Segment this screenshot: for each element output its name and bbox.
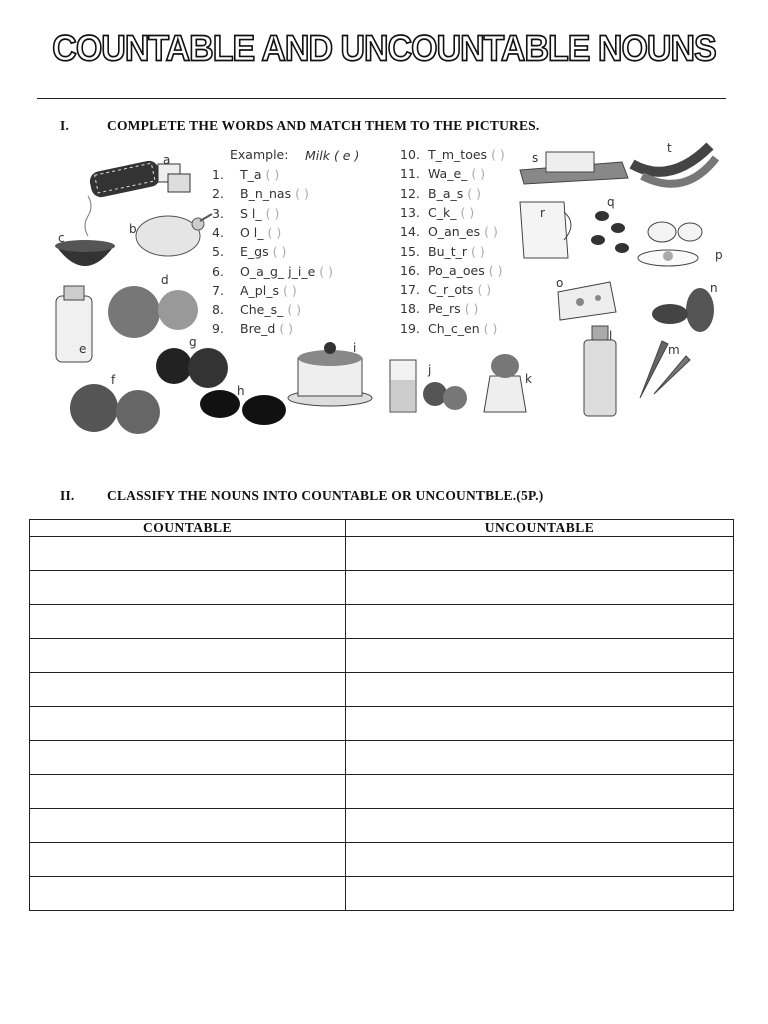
answer-slot[interactable]: ( ): [279, 321, 294, 337]
section-1-text: COMPLETE THE WORDS AND MATCH THEM TO THE PICTURES.: [107, 118, 540, 133]
pic-label-d: d: [161, 273, 169, 287]
word-item: [400, 321, 497, 336]
word-item: [212, 167, 279, 182]
word-number: 1.: [212, 167, 224, 182]
section-2-text: CLASSIFY THE NOUNS INTO COUNTABLE OR UNCOUNTBLE.(5P.): [107, 488, 544, 503]
pic-label-o: o: [556, 276, 564, 290]
word-blank[interactable]: Po_a_oes: [428, 262, 485, 278]
word-blank[interactable]: O_an_es: [428, 224, 481, 240]
word-item: [400, 147, 505, 162]
uncountable-cell[interactable]: [346, 877, 734, 911]
countable-header: COUNTABLE: [30, 520, 346, 537]
pic-label-r: r: [540, 206, 545, 220]
word-item: [400, 224, 498, 239]
apples-illustration: [70, 384, 160, 434]
pic-label-h: h: [237, 384, 245, 398]
word-item: [212, 264, 333, 279]
word-blank[interactable]: O_a_g_ j_i_e: [240, 263, 316, 279]
countable-cell[interactable]: [30, 775, 346, 809]
word-number: 9.: [212, 321, 224, 337]
answer-slot[interactable]: ( ): [267, 224, 282, 240]
milk-bottle-illustration: [56, 286, 92, 362]
answer-slot[interactable]: ( ): [484, 224, 498, 240]
pic-label-b: b: [129, 222, 137, 236]
countable-cell[interactable]: [30, 673, 346, 707]
word-number: 11.: [400, 166, 420, 182]
word-blank[interactable]: Ch_c_en: [428, 320, 480, 336]
uncountable-cell[interactable]: [346, 741, 734, 775]
pic-label-s: s: [532, 151, 539, 165]
uncountable-cell[interactable]: [346, 571, 734, 605]
word-number: 5.: [212, 244, 224, 260]
countable-cell[interactable]: [30, 605, 346, 639]
table-row: [30, 571, 734, 605]
answer-slot[interactable]: ( ): [488, 262, 503, 278]
word-number: 7.: [212, 282, 224, 298]
carrots-illustration: [640, 341, 690, 398]
word-item: [400, 301, 478, 316]
pic-label-q: q: [607, 195, 615, 209]
word-blank[interactable]: C_k_: [428, 204, 457, 220]
word-blank[interactable]: Che_s_: [240, 302, 284, 318]
pic-label-j: j: [428, 363, 432, 377]
word-number: 2.: [212, 186, 224, 202]
uncountable-cell[interactable]: [346, 537, 734, 571]
word-blank[interactable]: O l_: [240, 224, 264, 240]
word-blank[interactable]: Bre_d: [240, 321, 276, 337]
word-number: 17.: [400, 282, 420, 298]
word-blank[interactable]: B_a_s: [428, 185, 464, 201]
section-1-number: I.: [60, 118, 70, 133]
countable-cell[interactable]: [30, 707, 346, 741]
pic-label-i: i: [353, 341, 357, 355]
uncountable-cell[interactable]: [346, 775, 734, 809]
word-number: 18.: [400, 301, 420, 317]
word-blank[interactable]: B_n_nas: [240, 186, 292, 202]
word-blank[interactable]: T_m_toes: [428, 147, 488, 162]
word-item: [212, 206, 279, 221]
answer-slot[interactable]: ( ): [265, 167, 280, 182]
beans-illustration: [591, 211, 629, 253]
word-item: [212, 186, 309, 201]
word-item: [400, 263, 503, 278]
answer-slot[interactable]: ( ): [460, 204, 475, 220]
bananas-illustration: [632, 146, 716, 184]
pic-label-p: p: [715, 248, 723, 262]
table-row: [30, 673, 734, 707]
chicken-illustration: [136, 214, 212, 256]
oranges-illustration: [108, 286, 198, 338]
word-number: 3.: [212, 205, 224, 221]
pears-illustration: [652, 288, 714, 332]
word-blank[interactable]: A_pl_s: [240, 282, 279, 298]
word-number: 4.: [212, 224, 224, 240]
pic-label-e: e: [79, 342, 87, 356]
pic-label-g: g: [189, 335, 197, 349]
cheese-illustration: [558, 282, 616, 320]
table-row: [30, 639, 734, 673]
table-row: [30, 809, 734, 843]
countable-cell[interactable]: [30, 537, 346, 571]
eggs-illustration: [638, 222, 702, 266]
table-row: [30, 741, 734, 775]
picture-matching-area: [50, 136, 730, 446]
word-number: 10.: [400, 147, 420, 162]
countable-cell[interactable]: [30, 639, 346, 673]
uncountable-cell[interactable]: [346, 809, 734, 843]
cake-illustration: [288, 342, 372, 406]
answer-slot[interactable]: ( ): [471, 166, 486, 182]
word-number: 16.: [400, 262, 420, 278]
word-number: 12.: [400, 185, 420, 201]
uncountable-cell[interactable]: [346, 639, 734, 673]
word-number: 13.: [400, 204, 420, 220]
answer-slot[interactable]: ( ): [471, 243, 485, 259]
title-divider: [37, 98, 726, 99]
word-item: [400, 205, 474, 220]
word-item: [400, 166, 485, 181]
word-blank[interactable]: Bu_t_r: [428, 243, 468, 259]
pic-label-f: f: [111, 373, 116, 387]
word-blank[interactable]: S l_: [240, 205, 262, 221]
word-number: 19.: [400, 320, 420, 336]
word-number: 6.: [212, 263, 224, 279]
word-item: [212, 302, 301, 317]
answer-slot[interactable]: ( ): [319, 263, 334, 279]
word-item: [400, 282, 491, 297]
answer-slot[interactable]: ( ): [491, 147, 505, 162]
answer-slot[interactable]: ( ): [287, 302, 302, 318]
word-item: [400, 244, 485, 259]
countable-cell[interactable]: [30, 877, 346, 911]
worksheet-title: COUNTABLE AND UNCOUNTABLE NOUNS: [52, 29, 716, 69]
answer-slot[interactable]: ( ): [467, 185, 481, 201]
tomatoes-illustration: [156, 348, 228, 388]
answer-slot[interactable]: ( ): [464, 301, 479, 317]
word-item: [212, 244, 286, 259]
pic-label-k: k: [525, 372, 532, 386]
answer-slot[interactable]: ( ): [265, 205, 280, 221]
answer-slot[interactable]: ( ): [483, 320, 498, 336]
uncountable-cell[interactable]: [346, 707, 734, 741]
pic-label-l: l: [609, 329, 613, 343]
uncountable-cell[interactable]: [346, 605, 734, 639]
word-number: 15.: [400, 243, 420, 259]
countable-cell[interactable]: [30, 571, 346, 605]
classify-table: [29, 519, 734, 911]
word-item: [212, 321, 293, 336]
word-blank[interactable]: E_gs: [240, 244, 269, 260]
answer-slot[interactable]: ( ): [477, 282, 492, 298]
word-blank[interactable]: T_a: [240, 167, 262, 182]
pic-label-m: m: [668, 343, 680, 357]
tea-bread-illustration: [88, 159, 190, 199]
word-item: [400, 186, 481, 201]
answer-slot[interactable]: ( ): [295, 186, 309, 202]
table-row: [30, 537, 734, 571]
pic-label-t: t: [667, 141, 672, 155]
table-row: [30, 775, 734, 809]
uncountable-cell[interactable]: [346, 843, 734, 877]
word-blank[interactable]: Pe_rs: [428, 301, 461, 317]
pic-label-c: c: [58, 231, 65, 245]
countable-cell[interactable]: [30, 843, 346, 877]
uncountable-cell[interactable]: [346, 673, 734, 707]
example-word: Milk ( e ): [305, 148, 360, 163]
food-illustrations: [50, 136, 730, 446]
countable-cell[interactable]: [30, 809, 346, 843]
word-blank[interactable]: C_r_ots: [428, 282, 474, 298]
word-item: [212, 225, 281, 240]
countable-cell[interactable]: [30, 741, 346, 775]
pic-label-a: a: [163, 153, 171, 167]
table-row: [30, 843, 734, 877]
word-item: [212, 283, 297, 298]
salt-shaker-illustration: [484, 354, 526, 412]
water-jug-illustration: [520, 202, 571, 258]
table-row: [30, 605, 734, 639]
answer-slot[interactable]: ( ): [272, 244, 287, 260]
pic-label-n: n: [710, 281, 718, 295]
word-number: 14.: [400, 224, 420, 240]
example-label: Example:: [230, 147, 289, 162]
word-blank[interactable]: Wa_e_: [428, 166, 468, 182]
word-number: 8.: [212, 302, 224, 318]
table-row: [30, 707, 734, 741]
uncountable-header: UNCOUNTABLE: [346, 520, 734, 537]
answer-slot[interactable]: ( ): [282, 282, 297, 298]
section-2-number: II.: [60, 488, 75, 503]
table-row: [30, 877, 734, 911]
